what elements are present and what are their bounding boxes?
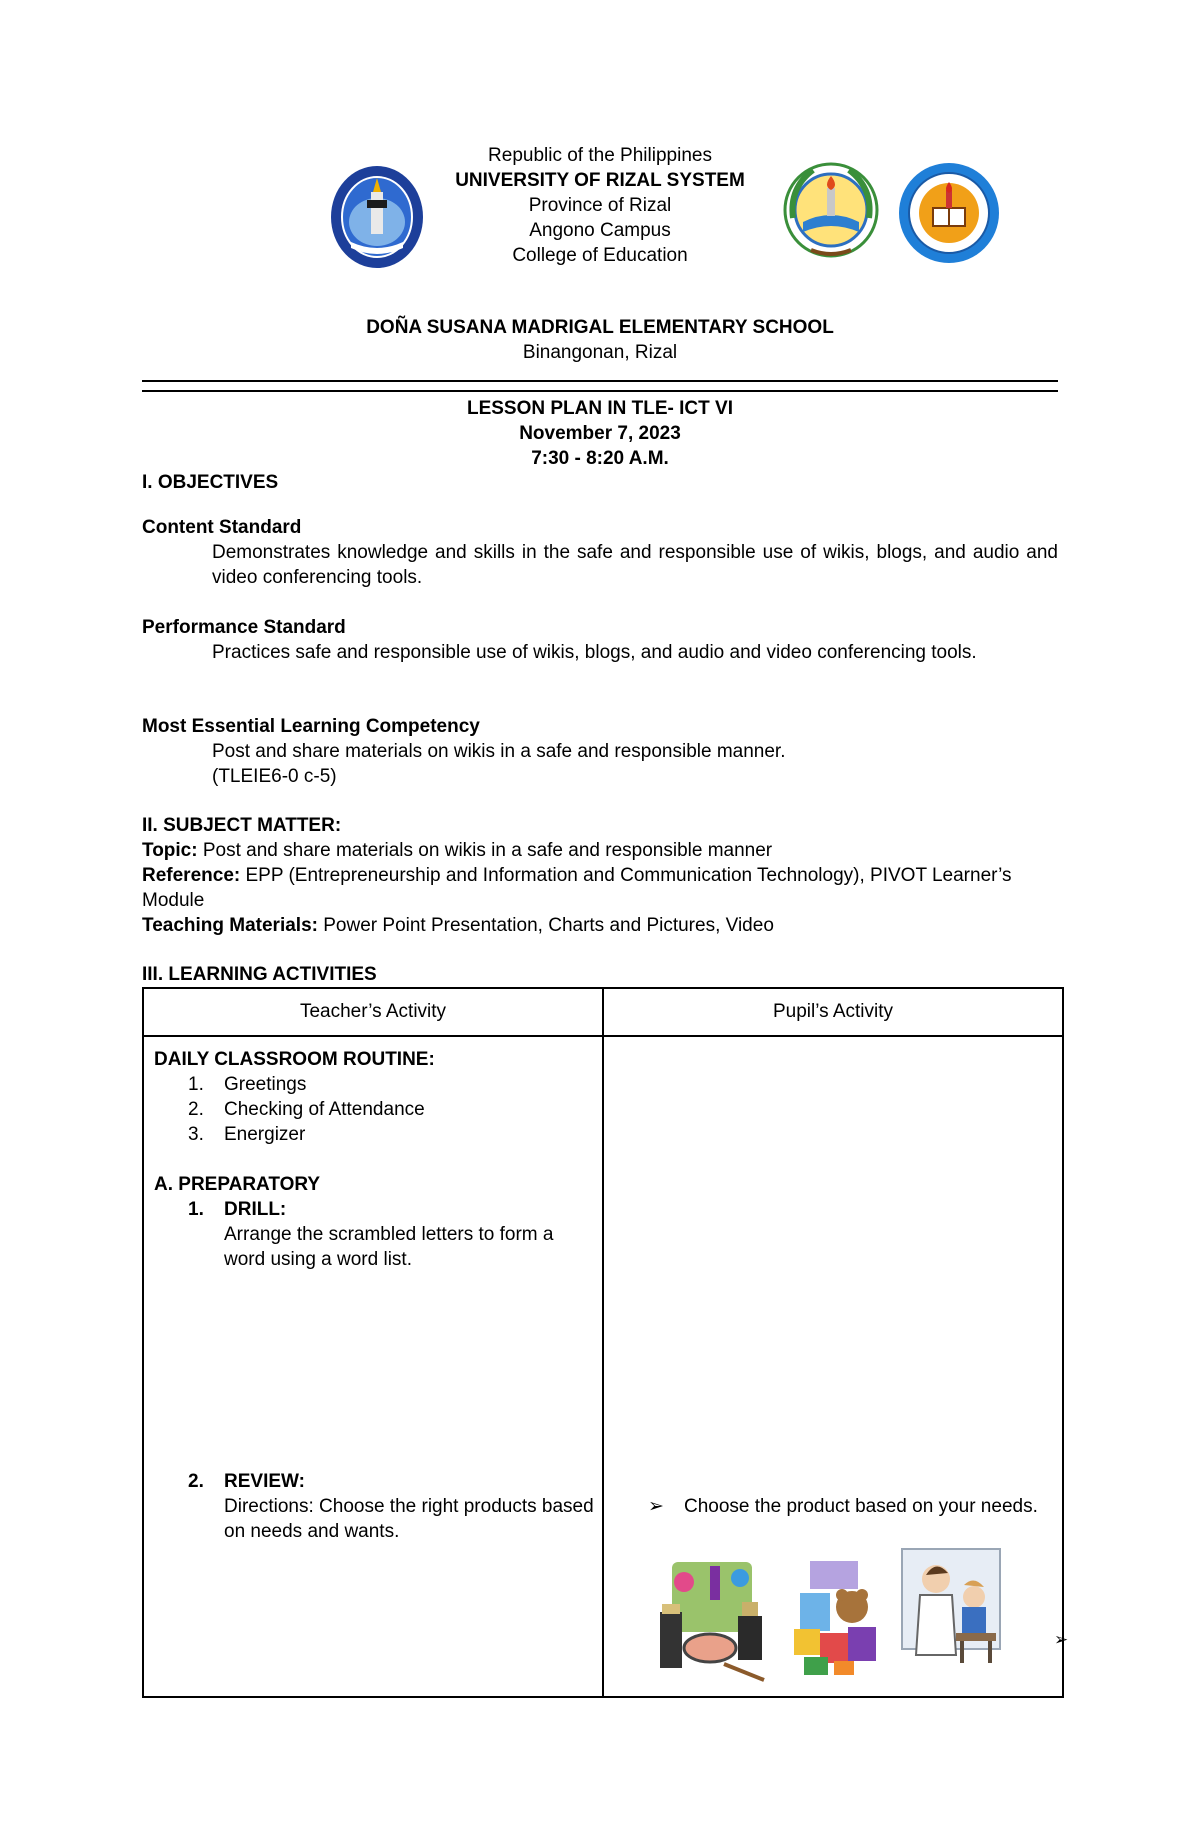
review-label: REVIEW: [224, 1471, 305, 1492]
pupil-activity-header: Pupil’s Activity [603, 988, 1063, 1036]
school-name: DOÑA SUSANA MADRIGAL ELEMENTARY SCHOOL [366, 317, 834, 338]
reference-line [142, 863, 1058, 913]
topic-label: Topic: [142, 840, 198, 861]
school-location: Binangonan, Rizal [522, 342, 678, 363]
lesson-date: November 7, 2023 [519, 423, 681, 444]
lesson-title: LESSON PLAN IN TLE- ICT VI [466, 398, 733, 419]
pupil-activity-cell [603, 1036, 1069, 1697]
learning-activities-table [142, 987, 1069, 1698]
routine-item-greetings: Greetings [224, 1074, 307, 1095]
routine-num-3: 3. [188, 1124, 204, 1145]
header-divider [142, 380, 1058, 392]
topic-text: Post and share materials on wikis in a safe and responsible manner [197, 840, 773, 861]
urs-seal-logo [329, 164, 425, 270]
province-line: Province of Rizal [528, 195, 672, 216]
university-name: UNIVERSITY OF RIZAL SYSTEM [455, 170, 745, 191]
drill-text: Arrange the scrambled letters to form a word using a word list. [224, 1224, 554, 1270]
melc-code: (TLEIE6-0 c-5) [212, 766, 337, 787]
pupil-bullet-icon: ➢ [648, 1496, 664, 1517]
subject-matter-heading: II. SUBJECT MATTER: [142, 815, 342, 836]
materials-line [142, 913, 1058, 938]
preparatory-heading: A. PREPARATORY [154, 1174, 321, 1195]
content-standard-label: Content Standard [142, 517, 302, 538]
review-text: Directions: Choose the right products based on needs and wants. [224, 1496, 594, 1542]
melc-label: Most Essential Learning Competency [142, 716, 480, 737]
performance-standard-label: Performance Standard [142, 617, 346, 638]
lesson-time: 7:30 - 8:20 A.M. [531, 448, 669, 469]
routine-num-1: 1. [188, 1074, 204, 1095]
doctor-checkup-image [896, 1545, 1006, 1669]
reference-text: EPP (Entrepreneurship and Information and Communication Technology), PIVOT Learner’s Module [142, 865, 1012, 911]
routine-item-attendance: Checking of Attendance [224, 1099, 425, 1120]
college-of-education-seal-logo [783, 158, 879, 262]
content-standard-text: Demonstrates knowledge and skills in the safe and responsible use of wikis, blogs, and audio and video conferencing tools. [212, 542, 1058, 588]
performance-standard-text: Practices safe and responsible use of wikis, blogs, and audio and video conferencing tools. [212, 642, 977, 663]
republic-line: Republic of the Philippines [488, 145, 712, 166]
teacher-activity-cell [143, 1036, 603, 1697]
topic-line [142, 838, 1058, 863]
materials-label: Teaching Materials: [142, 915, 318, 936]
cosmetics-products-image [654, 1552, 774, 1682]
pupil-instruction-text: Choose the product based on your needs. [684, 1496, 1038, 1517]
learning-activities-heading: III. LEARNING ACTIVITIES [142, 964, 377, 985]
reference-label: Reference: [142, 865, 241, 886]
toys-products-image [790, 1557, 882, 1677]
objectives-heading: I. OBJECTIVES [142, 472, 279, 493]
trailing-bullet-icon: ➢ [1054, 1630, 1069, 1649]
college-line: College of Education [512, 245, 688, 266]
routine-num-2: 2. [188, 1099, 204, 1120]
drill-num: 1. [188, 1199, 204, 1220]
campus-line: Angono Campus [529, 220, 671, 241]
melc-text: Post and share materials on wikis in a safe and responsible manner. [212, 741, 786, 762]
review-num: 2. [188, 1471, 204, 1492]
teacher-activity-header: Teacher’s Activity [143, 988, 603, 1036]
routine-item-energizer: Energizer [224, 1124, 306, 1145]
routine-heading: DAILY CLASSROOM ROUTINE: [154, 1049, 435, 1070]
school-seal-logo [897, 160, 1001, 266]
materials-text: Power Point Presentation, Charts and Pictures, Video [317, 915, 774, 936]
drill-label: DRILL: [224, 1199, 287, 1220]
